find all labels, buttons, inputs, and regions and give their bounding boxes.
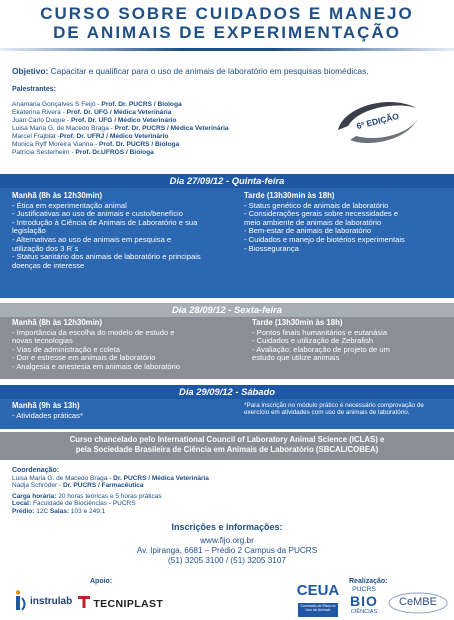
title-line-1: CURSO SOBRE CUIDADOS E MANEJO — [40, 4, 414, 23]
speaker-item — [12, 133, 312, 141]
instrulab-mark-icon — [14, 590, 28, 612]
schedule-item: - Pontos finais humanitários e eutanásia — [252, 327, 388, 337]
schedule-item: legislação — [12, 226, 46, 236]
ceua-subtitle: Comissão de Ética no Uso de Animais — [298, 603, 338, 617]
schedule-item: estudo que utilize animais — [252, 353, 340, 363]
speaker-role: Prof. Dr. UFG / Médico Veterinário — [71, 117, 177, 124]
schedule-item: - Justificativas ao uso de animais e custo/benefício — [12, 209, 183, 219]
day-1-morning — [12, 192, 242, 270]
speaker-name: Ekaterina Rivera - — [12, 109, 67, 116]
speaker-name: Luisa Maria G. de Macedo Braga - — [12, 125, 115, 132]
pucrs-wordmark: PUCRS — [352, 586, 376, 593]
building-label: Prédio: — [12, 507, 35, 515]
ceua-logo — [296, 582, 340, 618]
speaker-role: Prof. Dr. PUCRS / Bióloga — [98, 141, 180, 148]
schedule-item: - Considerações gerais sobre necessidades e — [244, 209, 399, 219]
speaker-role: Prof. Dr. UFG / Médica Veterinária — [66, 109, 172, 116]
ceua-wordmark: CEUA — [296, 582, 340, 599]
speaker-item — [12, 125, 312, 133]
day-2-panel — [0, 317, 454, 379]
day-3-header: Dia 29/09/12 - Sábado — [0, 385, 454, 399]
ciencias-wordmark: CIÊNCIAS — [350, 609, 378, 615]
speakers-heading: Palestrantes: — [12, 86, 56, 93]
day-1-morning-heading: Manhã (8h às 12h30min) — [12, 191, 103, 200]
header-divider — [0, 48, 454, 51]
schedule-item: doenças de interesse — [12, 260, 85, 270]
info-heading: Inscrições e informações: — [171, 522, 283, 532]
accreditation-band — [0, 432, 454, 460]
objective-text: Capacitar e qualificar para o uso de animais de laboratório em pesquisas biomédicas. — [50, 66, 369, 76]
schedule-item: - Status sanitário dos animais de laboratório e principais — [12, 252, 201, 262]
speaker-item — [12, 101, 312, 109]
rooms-value: 103 e 249.1 — [69, 507, 106, 515]
day-2-afternoon — [252, 319, 450, 363]
speaker-name: Anamaria Gonçalves S Feijó - — [12, 101, 102, 108]
day-1-header: Dia 27/09/12 - Quinta-feira — [0, 174, 454, 188]
day-1-panel — [0, 188, 454, 298]
title-line-2: DE ANIMAIS DE EXPERIMENTAÇÃO — [53, 23, 401, 42]
schedule-item: - Alternativas ao uso de animais em pesquisa e — [12, 234, 172, 244]
day-3-morning — [12, 402, 212, 420]
schedule-item: novas tecnologias — [12, 336, 73, 346]
coordinator-role: Dr. PUCRS / Farmacêutica — [62, 482, 144, 490]
day-1-afternoon-heading: Tarde (13h30min às 18h) — [244, 191, 335, 200]
schedule-item: - Status genético de animais de laboratório — [244, 200, 389, 210]
day-2-morning-heading: Manhã (8h às 12h30min) — [12, 318, 103, 327]
speaker-role: Prof. Dr. PUCRS / Biologa — [101, 101, 182, 108]
website-link[interactable]: www.fijo.org.br — [200, 536, 254, 545]
instrulab-logo — [14, 590, 72, 616]
schedule-item: - Biossegurança — [244, 243, 299, 253]
coordination-block — [12, 467, 312, 516]
workload-label: Carga horária: — [12, 492, 57, 500]
practical-module-note: *Para inscrição no módulo prático é necessário comprovação de exercício em atividades com uso de animais de laboratório. — [244, 402, 424, 417]
objective-label: Objetivo: — [12, 66, 49, 76]
address: Av. Ipiranga, 6681 – Prédio 2 Campus da PUCRS — [136, 546, 318, 555]
tecniplast-mark-icon — [78, 596, 90, 608]
edition-badge-text: 6ª EDIÇÃO — [355, 110, 400, 132]
speaker-name: Juan Carlo Duque - — [12, 117, 72, 124]
schedule-item: - Atividades práticas* — [12, 410, 83, 420]
pucrs-biociencias-logo — [346, 586, 382, 618]
schedule-item: - Cuidados e manejo de biotérios experimentais — [244, 234, 405, 244]
accreditation-line-1: Curso chancelado pelo International Council of Laboratory Animal Science (ICLAS) e — [69, 435, 385, 444]
day-2-header: Dia 28/09/12 - Sexta-feira — [0, 303, 454, 317]
coordinator-role: Dr. PUCRS / Médica Veterinária — [113, 474, 209, 482]
schedule-item: - Ética em experimentação animal — [12, 200, 127, 210]
speaker-role: Prof. Dr.UFRGS / Bióloga — [75, 149, 154, 156]
coordinator — [12, 475, 312, 483]
coordinator — [12, 482, 312, 490]
workload — [12, 493, 312, 501]
speakers-list — [12, 101, 312, 157]
schedule-item: - Avaliação: elaboração de projeto de um — [252, 344, 390, 354]
coordinator-name: Luisa Maria G. de Macedo Braga - — [12, 474, 114, 482]
cembe-wordmark: CeMBE — [399, 596, 437, 608]
speaker-name: Monica Ryff Moreira Vianna - — [12, 141, 99, 148]
day-3-morning-heading: Manhã (9h às 13h) — [12, 401, 80, 410]
schedule-item: - Importância da escolha do modelo de estudo e — [12, 327, 175, 337]
schedule-item: meio ambiente de animais de laboratório — [244, 217, 382, 227]
speaker-item — [12, 117, 312, 125]
day-2-afternoon-heading: Tarde (13h30min às 18h) — [252, 318, 343, 327]
speaker-item — [12, 141, 312, 149]
venue-label: Local: — [12, 500, 32, 508]
day-1-afternoon — [244, 192, 449, 253]
speaker-item — [12, 109, 312, 117]
schedule-item: - Introdução à Ciência de Animais de Laboratório e sua — [12, 217, 198, 227]
building-value: 12C — [34, 507, 50, 515]
rooms-label: Salas: — [49, 507, 70, 515]
coordination-heading: Coordenação: — [12, 467, 60, 474]
speaker-name: Marcel Frajblat - — [12, 133, 60, 140]
accreditation-line-2: pela Sociedade Brasileira de Ciência em Animais de Laboratório (SBCAL/COBEA) — [75, 444, 379, 454]
speaker-role: Prof. Dr. PUCRS / Médica Veterinária — [114, 125, 229, 132]
coordinator-name: Nadja Schröder - — [12, 482, 63, 490]
building-rooms — [12, 508, 312, 516]
support-label: Apoio: — [90, 578, 113, 585]
speaker-name: Patrícia Sesterheim - — [12, 149, 76, 156]
phone-numbers: (51) 3205 3100 / (51) 3205 3107 — [168, 556, 286, 565]
speaker-role: Prof. Dr. UFRJ / Médico Veterinário — [59, 133, 169, 140]
instrulab-wordmark: instrulab — [30, 596, 73, 607]
tecniplast-wordmark: TECNIPLAST — [93, 598, 164, 610]
schedule-item: - Cuidados e utilização de Zebrafish — [252, 336, 374, 346]
schedule-item: - Vias de administração e coleta — [12, 344, 120, 354]
tecniplast-logo — [78, 596, 174, 612]
realization-label: Realização: — [349, 578, 388, 585]
cembe-logo — [388, 592, 448, 614]
schedule-item: - Analgesia e anestesia em animais de laboratório — [12, 361, 181, 371]
speaker-item — [12, 149, 312, 157]
venue-value: Faculdade de Biociências - PUCRS — [31, 500, 136, 508]
day-2-morning — [12, 319, 242, 372]
workload-value: 20 horas teóricas e 5 horas práticas — [56, 492, 162, 500]
schedule-item: - Bem-estar de animais de laboratório — [244, 226, 372, 236]
schedule-item: utilização dos 3 R´s — [12, 243, 79, 253]
bio-wordmark: BIO — [350, 593, 378, 609]
schedule-item: - Dor e estresse em animais de laboratório — [12, 353, 156, 363]
venue — [12, 500, 312, 508]
objective — [12, 66, 444, 76]
